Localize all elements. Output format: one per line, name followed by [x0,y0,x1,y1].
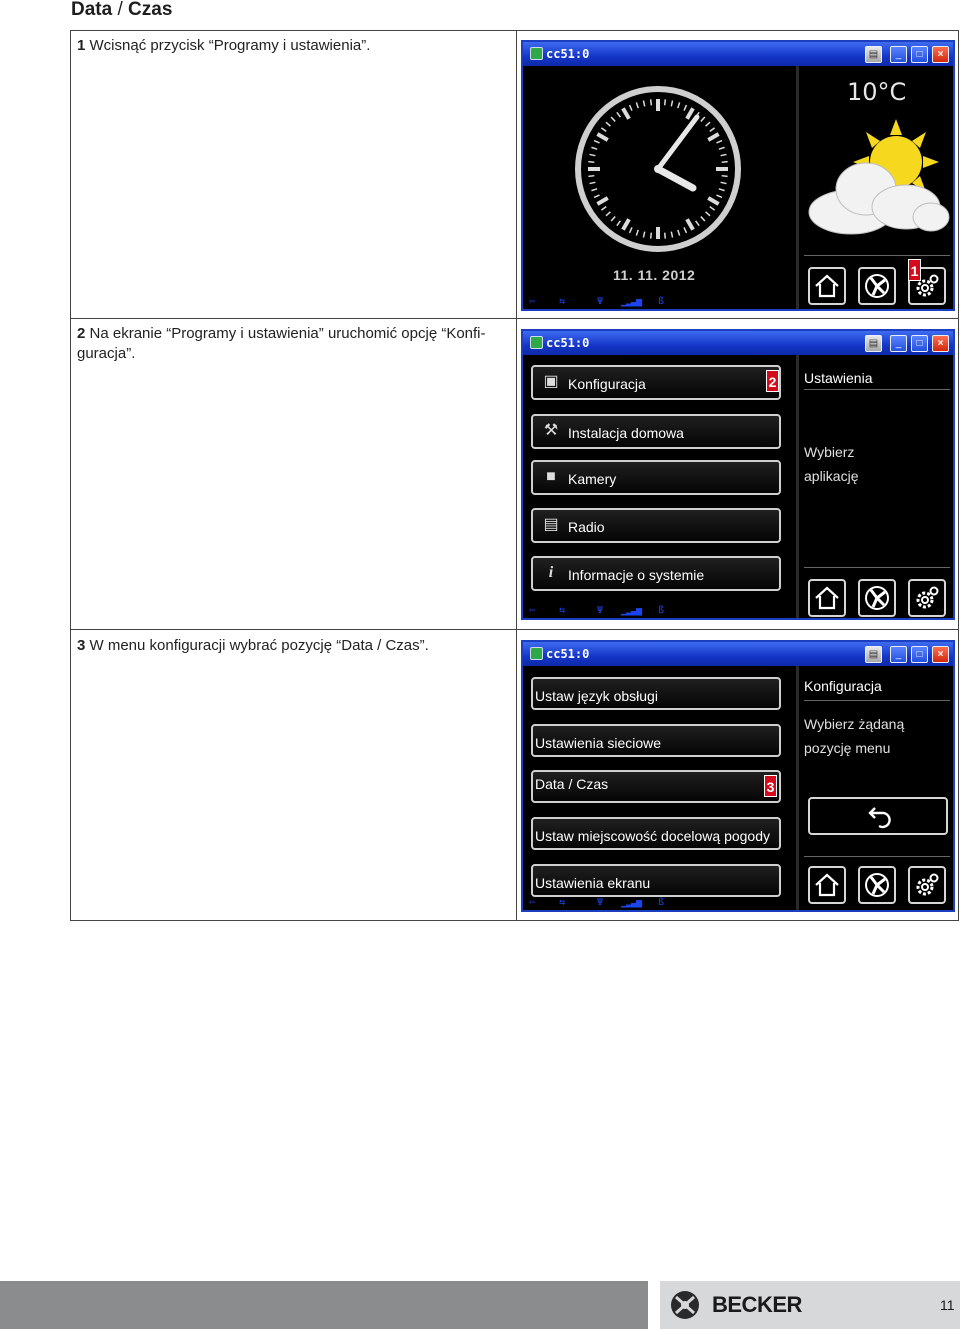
step-marker: 1 [908,259,921,281]
network-icon: ⇆ [559,296,565,307]
clock-tick [601,128,606,132]
back-button[interactable] [808,797,948,835]
clock-tick [706,122,710,126]
panel-rule [804,567,950,568]
antenna-icon: Ψ [597,605,603,616]
panel-rule [804,856,950,857]
clock-tick [722,162,728,163]
step-3-text [77,636,507,656]
panel-rule [804,255,950,256]
menu-item-label: Ustaw język obsługi [535,688,658,704]
window-title: cc51:0 [546,647,590,661]
window-titlebar [523,642,953,666]
clock-tick [716,195,721,197]
footer-gap [648,1281,660,1329]
clock-tick [643,101,644,107]
menu-item-label: Ustawienia ekranu [535,875,651,891]
clock-tick [606,122,610,126]
status-bar [523,894,953,910]
clock-tick [719,189,725,191]
clock-tick [678,102,680,108]
status-bar [523,602,953,618]
step-1-text [77,36,507,56]
clock-tick [636,230,638,236]
becker-logo-icon [670,1290,700,1320]
footer-bar [0,1281,648,1329]
print-icon[interactable]: ▤ [865,335,882,352]
menu-item-kamery[interactable] [531,460,781,495]
antenna-icon: Ψ [597,296,603,307]
menu-item-informacje[interactable] [531,556,781,591]
panel-hint-line-1: Wybierz [804,444,855,460]
menu-item-label: Informacje o systemie [568,567,705,583]
menu-item-label: Ustaw miejscowość docelową pogody [535,828,770,844]
clock-tick [591,189,597,191]
network-icon: ⇆ [559,605,565,616]
clock-tick [684,227,686,232]
date-display: 11. 11. 2012 [613,267,696,283]
signal-icon: ▁▂▃▅ [621,296,642,307]
panel-divider [796,66,799,309]
device-screen-configuration [521,640,955,912]
clock-tick [617,221,621,226]
signal-icon: ▁▂▃▅ [621,605,642,616]
clock-tick [588,176,594,177]
antenna-icon: Ψ [597,897,603,908]
menu-item-weather-location[interactable] [531,817,781,850]
clock-tick [708,198,718,204]
clock-tick [643,232,644,238]
clock-face [581,92,735,246]
close-icon[interactable]: × [932,335,949,352]
device-screen-home [521,40,955,311]
clock-tick [719,147,725,149]
clock-tick [701,217,705,221]
step-number: 2 [77,325,86,342]
clock-tick [590,182,596,183]
print-icon[interactable]: ▤ [865,46,882,63]
back-arrow-icon: ⇦ [529,296,535,307]
clock-tick [597,134,607,140]
clock-tick [706,212,710,216]
close-icon[interactable]: × [932,646,949,663]
clock-tick [611,117,615,121]
menu-item-label: Konfiguracja [568,376,646,392]
clock-tick [630,105,632,110]
clock-tick [606,212,610,216]
panel-divider [796,355,799,618]
bluetooth-icon: ß [658,897,664,908]
clock-tick [708,134,718,140]
clock-tick [722,176,728,177]
clock-tick [630,227,632,232]
step-2-text [77,324,507,364]
wrench-icon: ⚒ [543,422,559,439]
clock-tick [684,105,686,110]
page-number: 11 [940,1297,955,1313]
row-divider [71,318,958,319]
step-number: 3 [77,637,86,654]
page-title-part-b: Czas [128,0,173,20]
panel-hint-line-2: aplikację [804,468,859,484]
step-marker: 2 [766,370,779,392]
window-titlebar [523,331,953,355]
menu-item-label: Kamery [568,471,617,487]
maximize-icon[interactable]: □ [911,46,928,63]
clock-tick [671,232,672,238]
status-bar [523,293,953,309]
panel-hint-line-1: Wybierz żądaną [804,716,905,732]
menu-item-konfiguracja[interactable] [531,365,781,400]
clock-tick [710,207,715,211]
signal-icon: ▁▂▃▅ [621,897,642,908]
menu-item-label: Ustawienia sieciowe [535,735,662,751]
window-title: cc51:0 [546,47,590,61]
page-title [71,0,172,21]
clock-tick [678,230,680,236]
menu-item-label: Data / Czas [535,776,609,792]
clock-tick [594,195,599,197]
page-title-part-a: Data [71,0,113,20]
app-icon [530,47,543,60]
minimize-icon[interactable]: _ [890,646,907,663]
info-icon: i [548,564,554,581]
clock-tick [623,219,629,229]
column-divider [516,31,517,920]
panel-title: Ustawienia [804,370,873,386]
panel-title: Konfiguracja [804,678,882,694]
window-title: cc51:0 [546,336,590,350]
steps-table [70,30,959,921]
weather-sun-cloud-icon [806,117,951,237]
close-icon[interactable]: × [932,46,949,63]
clock-tick [687,108,693,118]
clock-tick [651,99,652,105]
step-marker: 3 [764,775,777,797]
bluetooth-icon: ß [658,296,664,307]
clock-tick [601,207,606,211]
panel-hint-line-2: pozycję menu [804,740,891,756]
clock-tick [671,101,672,107]
clock-tick [696,221,700,226]
camera-icon: ■ [546,468,556,485]
clock-tick [721,154,727,155]
menu-item-language[interactable] [531,677,781,710]
settings-panel-icon: ▣ [543,373,559,390]
menu-item-date-time[interactable] [531,770,781,803]
clock-tick [636,102,638,108]
maximize-icon[interactable]: □ [911,335,928,352]
clock-tick [597,198,607,204]
menu-item-network[interactable] [531,724,781,757]
footer-brand-area [660,1281,960,1329]
clock-tick [588,162,594,163]
clock-tick [716,141,721,143]
minimize-icon[interactable]: _ [890,46,907,63]
clock-tick [594,141,599,143]
menu-item-label: Radio [568,519,605,535]
clock-tick [623,108,629,118]
window-titlebar [523,42,953,66]
step-instruction: Wcisnąć przycisk “Programy i ustawienia”. [89,37,371,54]
app-icon [530,647,543,660]
panel-divider [796,666,799,910]
analog-clock [575,86,741,252]
panel-rule [804,389,950,390]
clock-tick [710,128,715,132]
print-icon[interactable]: ▤ [865,646,882,663]
menu-item-label: Instalacja domowa [568,425,684,441]
page-title-separator: / [112,0,129,20]
radio-icon: ▤ [543,516,559,533]
back-arrow-icon [866,802,894,830]
clock-tick [611,217,615,221]
clock-tick [590,154,596,155]
bluetooth-icon: ß [658,605,664,616]
clock-tick [651,233,652,239]
row-divider [71,629,958,630]
clock-tick [701,117,705,121]
clock-tick [591,147,597,149]
device-screen-programs [521,329,955,620]
network-icon: ⇆ [559,897,565,908]
step-instruction: W menu konfiguracji wybrać pozycję “Data / Czas”. [89,637,429,654]
menu-item-radio[interactable] [531,508,781,543]
app-icon [530,336,543,349]
temperature-display: 10°C [847,78,907,106]
clock-tick [665,99,666,105]
clock-tick [665,233,666,239]
back-arrow-icon: ⇦ [529,897,535,908]
panel-rule [804,700,950,701]
clock-tick [617,112,621,117]
minimize-icon[interactable]: _ [890,335,907,352]
step-instruction: Na ekranie “Programy i ustawienia” uruchomić opcję “Konfi-guracja”. [77,325,486,362]
menu-item-screen-settings[interactable] [531,864,781,897]
menu-item-instalacja-domowa[interactable] [531,414,781,449]
maximize-icon[interactable]: □ [911,646,928,663]
brand-name: BECKER [712,1292,802,1317]
back-arrow-icon: ⇦ [529,605,535,616]
step-number: 1 [77,37,86,54]
clock-tick [721,182,727,183]
clock-tick [687,219,693,229]
